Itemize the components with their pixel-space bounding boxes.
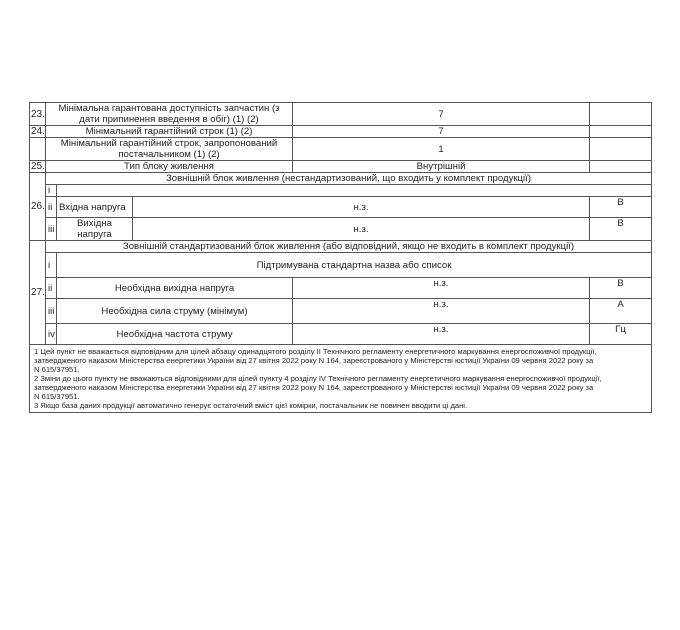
row-extra-cell <box>590 161 652 173</box>
sub-unit: В <box>590 278 652 299</box>
table-row-27-ii <box>30 278 652 299</box>
table-row-26-header <box>30 173 652 185</box>
sub-label: Необхідна сила струму (мінімум) <box>57 299 293 324</box>
sub-unit: А <box>590 299 652 324</box>
footnotes-row <box>30 345 652 413</box>
row-number: 24. <box>31 126 45 137</box>
row-label: Мінімальний гарантійний строк (1) (2) <box>46 126 293 138</box>
sub-unit: Гц <box>590 324 652 345</box>
footnotes <box>30 345 652 413</box>
sub-value: н.з. <box>293 324 590 345</box>
sub-number: ii <box>46 197 57 218</box>
footnote-2a: 2 Зміни до цього пункту не вважаються відповідними для цілей пункту 4 розділу IV Технічного регламенту енергетичного маркування енергоспоживчої продукції, <box>34 374 602 383</box>
row-value: 7 <box>293 126 590 138</box>
sub-number: ii <box>46 278 57 299</box>
sub-value: н.з. <box>133 218 590 241</box>
row-extra-cell <box>590 138 652 161</box>
row-number: 25. <box>31 161 45 172</box>
table-row-26-ii <box>30 197 652 218</box>
footnote-3: 3 Якщо база даних продукції автоматично генерує остаточний вміст цієї комірки, постачальник не повинен вводити ці дані. <box>34 401 468 410</box>
table-row-26-iii <box>30 218 652 241</box>
sub-number: iii <box>46 299 57 324</box>
footnote-1c: N 615/37951. <box>34 365 80 374</box>
table-row-25 <box>30 161 652 173</box>
row-label: Тип блоку живлення <box>46 161 293 173</box>
sub-empty-cell <box>57 185 652 197</box>
footnote-2c: N 615/37951. <box>34 392 80 401</box>
footnote-1a: 1 Цей пункт не вважається відповідним для цілей абзацу одинадцятого розділу II Технічного регламенту енергетичного маркування енергоспоживчої продукції, <box>34 347 597 356</box>
row-number-empty <box>30 138 46 161</box>
sub-label: Підтримувана стандартна назва або список <box>57 253 652 278</box>
table-row-24-supplier <box>30 138 652 161</box>
row-number: 27. <box>30 241 46 345</box>
sub-value: н.з. <box>293 299 590 324</box>
sub-number: i <box>46 185 57 197</box>
table-row-27-iii <box>30 299 652 324</box>
table-row-27-iv <box>30 324 652 345</box>
row-value: 1 <box>293 138 590 161</box>
product-info-table <box>29 102 652 413</box>
sub-label: Необхідна вихідна напруга <box>57 278 293 299</box>
sub-unit: В <box>590 197 652 218</box>
row-label: Мінімальний гарантійний строк, запропонований постачальником (1) (2) <box>46 138 293 161</box>
sub-value: н.з. <box>133 197 590 218</box>
table-row-24 <box>30 126 652 138</box>
footnote-2b: затвердженого наказом Міністерства енергетики України від 27 квітня 2022 року N 164, зареєстрованого у Міністерстві юстиції України 09 червня 2022 року за <box>34 383 594 392</box>
sub-label: Необхідна частота струму <box>57 324 293 345</box>
product-information-sheet <box>29 102 651 413</box>
row-value: 7 <box>293 103 590 126</box>
sub-label: Вхідна напруга <box>57 197 133 218</box>
row-extra-cell <box>590 126 652 138</box>
sub-value: н.з. <box>293 278 590 299</box>
sub-number: i <box>46 253 57 278</box>
table-row-26-i <box>30 185 652 197</box>
sub-number: iii <box>46 218 57 241</box>
row-number: 26. <box>30 173 46 241</box>
row-value: Внутрішній <box>293 161 590 173</box>
footnote-1b: затвердженого наказом Міністерства енергетики України від 27 квітня 2022 року N 164, зареєстрованого у Міністерстві юстиції України 09 червня 2022 року за <box>34 356 594 365</box>
row-number: 23. <box>30 103 46 126</box>
sub-label: Вихідна напруга <box>57 218 133 241</box>
table-row-23 <box>30 103 652 126</box>
row-label: Мінімальна гарантована доступність запчастин (з дати припинення введення в обіг) (1) (2) <box>46 103 293 126</box>
sub-unit: В <box>590 218 652 241</box>
section-header: Зовнішній стандартизований блок живлення (або відповідний, якщо не входить в комплект продукції) <box>46 241 652 253</box>
sub-number: iv <box>46 324 57 345</box>
row-extra-cell <box>590 103 652 126</box>
table-row-27-header <box>30 241 652 253</box>
table-row-27-i <box>30 253 652 278</box>
section-header: Зовнішній блок живлення (нестандартизований, що входить у комплект продукції) <box>46 173 652 185</box>
